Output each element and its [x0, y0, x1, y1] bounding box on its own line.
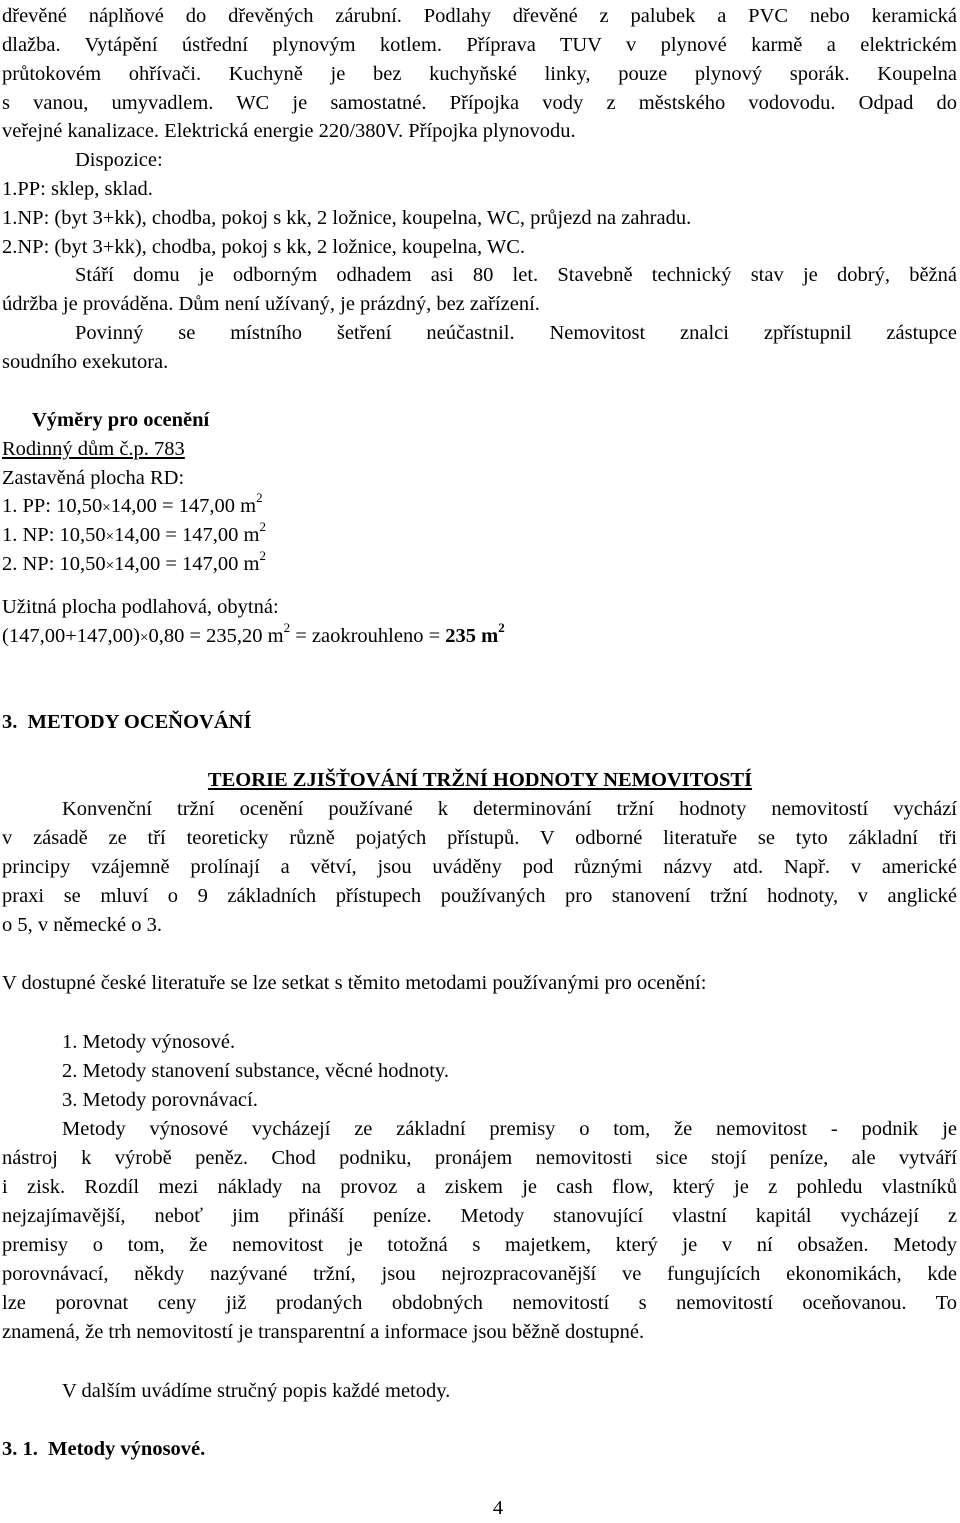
para1-line-4: praxi se mluví o 9 základních přístupech používaných pro stanovení tržní hodnoty, v anglické: [2, 885, 957, 907]
para3-line-2: nástroj k výrobě peněz. Chod podniku, pronájem nemovitosti sice stojí peníze, ale vytváří: [2, 1147, 957, 1169]
para4: V dalším uvádíme stručný popis každé metody.: [62, 1380, 451, 1402]
method-2: 2. Metody stanovení substance, věcné hodnoty.: [62, 1060, 449, 1082]
povinny-line-2: soudního exekutora.: [2, 351, 169, 373]
uzitna-plocha-calc: (147,00+147,00)×0,80 = 235,20 $m^2$ = zaokrouhleno = 235 $m^2$: [2, 620, 505, 647]
dispozice-item-1np: 1.NP: (byt 3+kk), chodba, pokoj s kk, 2 ložnice, koupelna, WC, průjezd na zahradu.: [2, 207, 692, 229]
intro-line-3: průtokovém ohřívači. Kuchyně je bez kuchyňské linky, pouze plynový sporák. Koupelna: [2, 63, 957, 85]
dispozice-item-2np: 2.NP: (byt 3+kk), chodba, pokoj s kk, 2 ložnice, koupelna, WC.: [2, 236, 526, 258]
para1-line-3: principy vzájemně prolínají a větví, jsou uváděny pod různými názvy atd. Např. v americké: [2, 856, 957, 878]
para2: V dostupné české literatuře se lze setkat s těmito metodami používanými pro ocenění:: [2, 972, 707, 994]
para3-line-3: i zisk. Rozdíl mezi náklady na provoz a ziskem je cash flow, který je z pohledu vlastníků: [2, 1176, 957, 1198]
subsection-3-1-title: 3. 1. Metody výnosové.: [2, 1438, 206, 1460]
povinny-line-1: Povinný se místního šetření neúčastnil. Nemovitost znalci zpřístupnil zástupce: [75, 322, 957, 344]
method-3: 3. Metody porovnávací.: [62, 1089, 258, 1111]
para1-line-5: o 5, v německé o 3.: [2, 914, 162, 936]
intro-line-5: veřejné kanalizace. Elektrická energie 220/380V. Přípojka plynovodu.: [2, 120, 576, 142]
para3-line-8: znamená, že trh nemovitostí je transparentní a informace jsou běžně dostupné.: [2, 1321, 645, 1343]
zastavena-plocha-label: Zastavěná plocha RD:: [2, 467, 185, 489]
intro-line-4: s vanou, umyvadlem. WC je samostatné. Přípojka vody z městského vodovodu. Odpad do: [2, 92, 957, 114]
intro-line-2: dlažba. Vytápění ústřední plynovým kotlem. Příprava TUV v plynové karmě a elektrickém: [2, 34, 957, 56]
vymery-title: Výměry pro ocenění: [32, 409, 210, 431]
plocha-row-1pp: 1. PP: 10,50×14,00 = 147,00 $m^2$: [2, 490, 263, 517]
section-3-subtitle: TEORIE ZJIŠŤOVÁNÍ TRŽNÍ HODNOTY NEMOVITOSTÍ: [207, 769, 753, 791]
para3-line-6: porovnávací, někdy nazývané tržní, jsou nejrozpracovanější ve fungujících ekonomikách, kde: [2, 1263, 957, 1285]
para3-line-7: lze porovnat ceny již prodaných obdobných nemovitostí s nemovitostí oceňovanou. To: [2, 1292, 957, 1314]
method-1: 1. Metody výnosové.: [62, 1031, 236, 1053]
para1-line-2: v zásadě ze tří teoreticky různě pojatých přístupů. V odborné literatuře se tyto základní tři: [2, 827, 957, 849]
para3-line-1: Metody výnosové vycházejí ze základní premisy o tom, že nemovitost - podnik je: [62, 1118, 957, 1140]
section-3-title: 3. METODY OCEŇOVÁNÍ: [2, 711, 252, 733]
uzitna-plocha-label: Užitná plocha podlahová, obytná:: [2, 596, 279, 618]
vymery-subtitle: Rodinný dům č.p. 783: [2, 438, 185, 460]
plocha-row-1np: 1. NP: 10,50×14,00 = 147,00 $m^2$: [2, 519, 267, 546]
stari-line-1: Stáří domu je odborným odhadem asi 80 let. Stavebně technický stav je dobrý, běžná: [75, 264, 957, 286]
plocha-row-2np: 2. NP: 10,50×14,00 = 147,00 $m^2$: [2, 548, 267, 575]
dispozice-item-1pp: 1.PP: sklep, sklad.: [2, 178, 153, 200]
page-number: 4: [492, 1497, 504, 1519]
dispozice-heading: Dispozice:: [75, 149, 163, 171]
para3-line-5: premisy o tom, že nemovitost je totožná s majetkem, který je v ní obsažen. Metody: [2, 1234, 957, 1256]
para1-line-1: Konvenční tržní ocenění používané k determinování tržní hodnoty nemovitostí vychází: [62, 798, 957, 820]
intro-line-1: dřevěné náplňové do dřevěných zárubní. Podlahy dřevěné z palubek a PVC nebo keramická: [2, 5, 957, 27]
stari-line-2: údržba je prováděna. Dům není užívaný, je prázdný, bez zařízení.: [2, 293, 540, 315]
para3-line-4: nejzajímavější, neboť jim přináší peníze. Metody stanovující vlastní kapitál vycházejí z: [2, 1205, 957, 1227]
